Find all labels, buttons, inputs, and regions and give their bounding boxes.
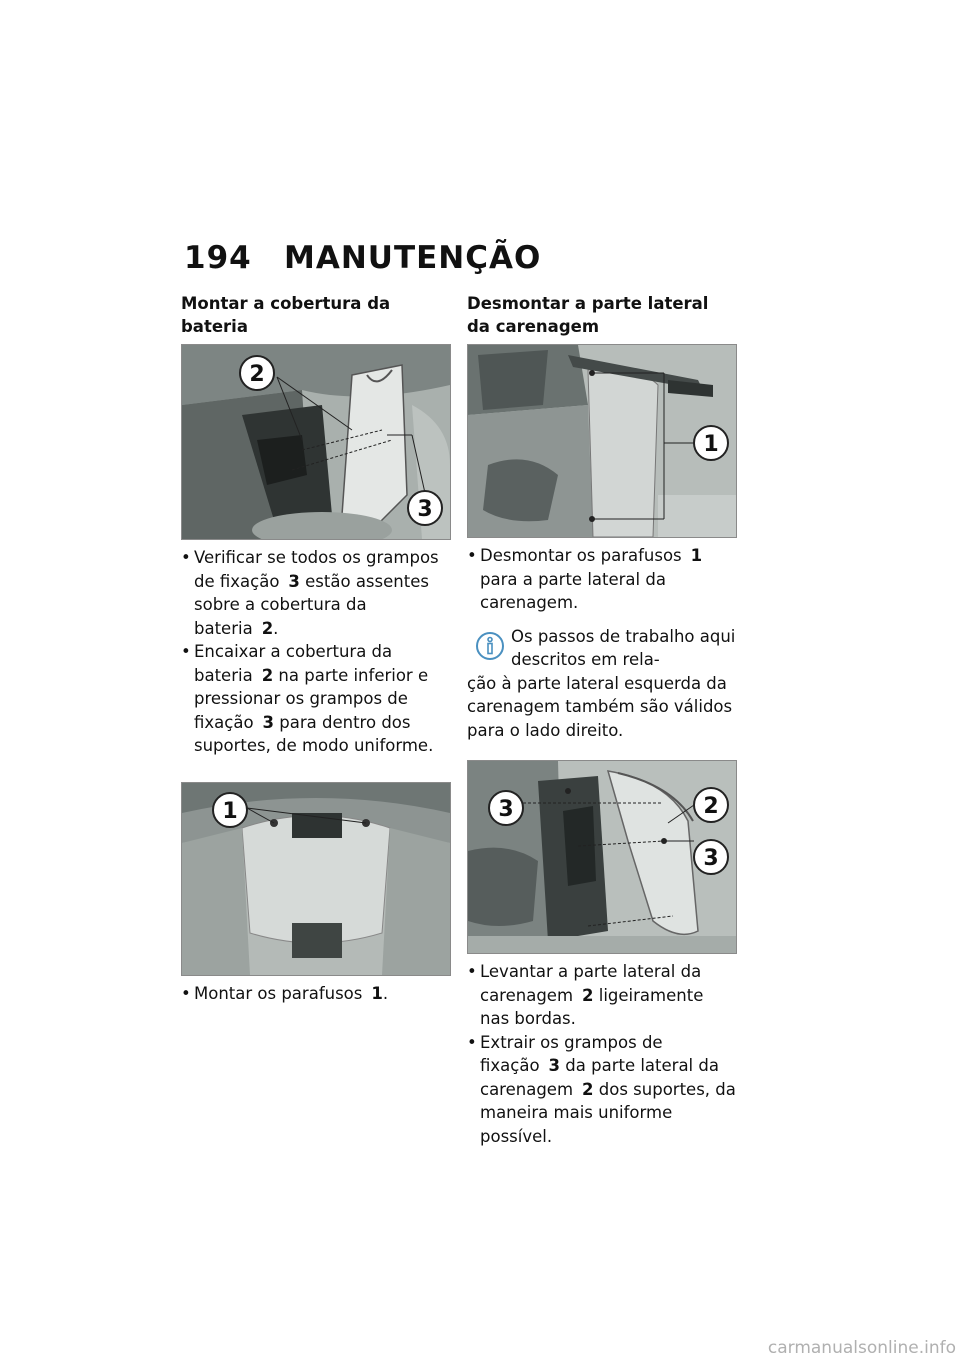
side-panel-clips-illustration [468,761,736,953]
info-icon [475,631,505,668]
left-column [181,292,451,1005]
callout-2: 2 [703,794,719,819]
steps-side-panel-clips [467,960,737,1148]
section-title-side-panel: Desmontar a parte lateral da carenagem [467,294,709,336]
figure-cover-screws [181,782,451,976]
cover-screws-illustration [182,783,450,975]
list-item: • Desmontar os parafusos 1 para a parte lateral da carenagem. [467,544,737,615]
figure-battery-cover [181,344,451,540]
list-item: • Verificar se todos os grampos de fixação 3 estão assentes sobre a cobertura da bateria 2. [181,546,451,640]
right-column [467,292,737,1148]
callout-1: 1 [703,432,719,457]
watermark: carmanualsonline.info [767,1338,956,1358]
list-item: • Encaixar a cobertura da bateria 2 na parte inferior e pressionar os grampos de fixação 3 para dentro dos suportes, de modo uniforme. [181,640,451,758]
battery-cover-illustration [182,345,450,539]
list-item: • Montar os parafusos 1. [181,982,451,1006]
note-text-first: Os passos de trabalho aqui descritos em rela- [511,626,736,669]
callout-1: 1 [222,798,238,824]
list-item: • Extrair os grampos de fixação 3 da parte lateral da carenagem 2 dos suportes, da maneira mais uniforme possível. [467,1031,737,1149]
callout-3: 3 [498,797,514,822]
steps-cover-screws [181,982,451,1006]
callout-3: 3 [417,497,433,522]
chapter-title: MANUTENÇÃO [284,240,542,276]
callout-2: 2 [249,362,265,387]
list-item: • Levantar a parte lateral da carenagem 2 ligeiramente nas bordas. [467,960,737,1031]
steps-side-panel-screws [467,544,737,615]
section-title-battery-cover: Montar a cobertura da bateria [181,294,391,336]
info-note [467,625,737,743]
side-panel-screws-illustration [468,345,736,537]
figure-side-panel-clips [467,760,737,954]
note-text-rest: ção à parte lateral esquerda da carenagem também são válidos para o lado direito. [467,673,733,740]
figure-side-panel-screws [467,344,737,538]
callout-3: 3 [703,846,719,871]
steps-battery-cover [181,546,451,758]
page-number: 194 [184,240,252,276]
